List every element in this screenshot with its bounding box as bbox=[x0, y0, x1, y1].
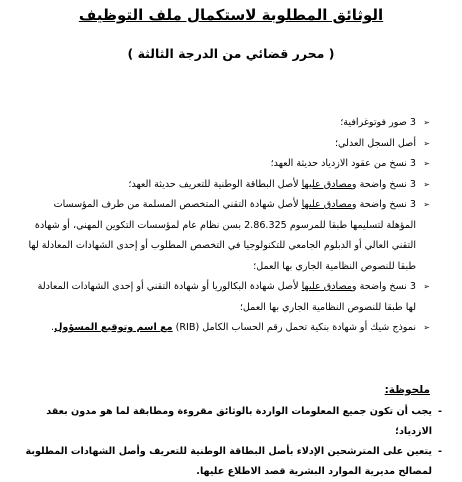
list-item: ➢ أصل السجل العدلي؛ bbox=[25, 134, 430, 155]
certified-label: مصادق عليها bbox=[301, 281, 352, 292]
required-documents-list bbox=[25, 113, 430, 339]
page-title: الوثائق المطلوبة لاستكمال ملف التوظيف bbox=[78, 6, 384, 24]
certified-label: مصادق عليها bbox=[301, 199, 352, 210]
list-item: ➢ 3 نسخ واضحة ومصادق عليها لأصل البطاقة الوطنية للتعريف حديثة العهد؛ bbox=[25, 175, 430, 196]
notes-heading: ملحوظة: bbox=[384, 384, 430, 396]
signature-requirement: مع اسم وتوقيع المسؤول bbox=[54, 322, 173, 333]
certified-label: مصادق عليها bbox=[301, 178, 352, 190]
notes-list bbox=[20, 402, 442, 482]
list-item: ➢ 3 نسخ واضحة ومصادق عليها لأصل شهادة التقني المتخصص المسلمة من طرف المؤسسات المؤهلة لتسليمها طبقا للمرسوم 2.86.325 بسن نظام عام لمؤسسات التكوين المهني، أو شهادة التقني العالي أو الدبلوم الجامعي للتكنولوجيا في التخصص المطلوب أو إحدى الشهادات المعادلة لها طبقا للنصوص النظامية الجاري بها العمل؛ bbox=[25, 195, 430, 277]
list-item: ➢ نموذج شيك أو شهادة بنكية تحمل رقم الحساب الكامل (RIB) مع اسم وتوقيع المسؤول. bbox=[25, 318, 430, 339]
list-item: ➢ 3 صور فوتوغرافية؛ bbox=[25, 113, 430, 134]
note-item: - يجب أن تكون جميع المعلومات الواردة بالوثائق مقروءة ومطابقة لما هو مدون بعقد الازدياد؛ bbox=[20, 402, 442, 442]
note-item: - يتعين على المترشحين الإدلاء بأصل البطاقة الوطنية للتعريف وأصل الشهادات المطلوبة لمصالح مديرية الموارد البشرية قصد الاطلاع عليها. bbox=[20, 442, 442, 482]
page-subtitle: ( محرر قضائي من الدرجة الثالثة ) bbox=[127, 46, 335, 61]
list-item: ➢ 3 نسخ من عقود الازدياد حديثة العهد؛ bbox=[25, 154, 430, 175]
list-item: ➢ 3 نسخ واضحة ومصادق عليها لأصل شهادة البكالوريا أو شهادة التقني أو إحدى الشهادات المعادلة لها طبقا للنصوص النظامية الجاري بها العمل؛ bbox=[25, 277, 430, 318]
